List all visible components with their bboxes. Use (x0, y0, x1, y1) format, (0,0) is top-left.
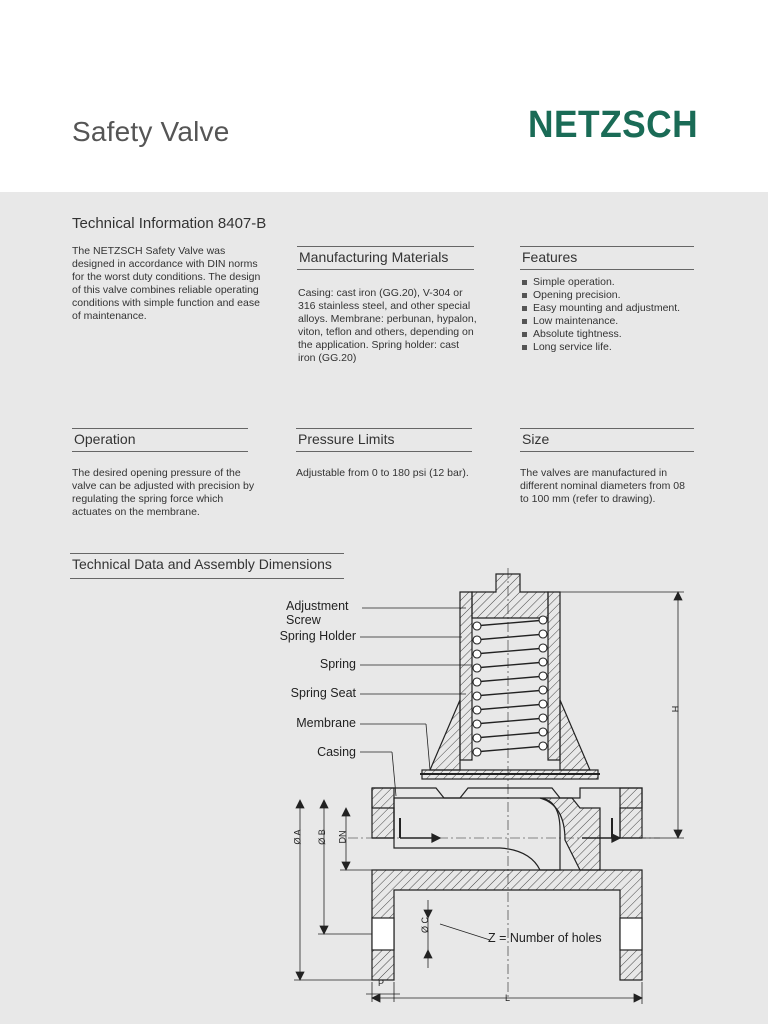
dim-dn-label: DN (337, 830, 348, 844)
feature-item: Simple operation. (521, 276, 680, 289)
feature-item: Opening precision. (521, 289, 680, 302)
pressure-text: Adjustable from 0 to 180 psi (12 bar). (296, 467, 469, 479)
document-id: Technical Information 8407-B (72, 215, 267, 232)
dim-a-label: Ø A (292, 829, 303, 845)
size-heading: Size (520, 428, 694, 452)
page-title: Safety Valve (72, 116, 230, 147)
casing-label: Casing (317, 745, 356, 759)
netzsch-logo: NETZSCH (528, 104, 699, 146)
pressure-heading: Pressure Limits (296, 428, 472, 452)
features-heading: Features (520, 246, 694, 270)
operation-heading: Operation (72, 428, 248, 452)
feature-item: Easy mounting and adjustment. (521, 302, 680, 315)
spring-label: Spring (319, 657, 356, 671)
dim-c-label: Ø C (420, 916, 431, 934)
spring-seat-label: Spring Seat (290, 686, 356, 700)
dim-b-label: Ø B (316, 829, 327, 845)
feature-item: Long service life. (521, 341, 680, 354)
membrane-label: Membrane (296, 716, 356, 730)
intro-text: The NETZSCH Safety Valve was designed in accordance with DIN norms for the worst duty conditions. The design of this valve combines reliable operating conditions with simple function and ease of maintenance. (72, 245, 261, 322)
dim-l-label: L (505, 993, 511, 1003)
drawing-heading: Technical Data and Assembly Dimensions (70, 553, 344, 579)
size-text: The valves are manufactured in different nominal diameters from 08 to 100 mm (refer to drawing). (520, 467, 685, 505)
operation-text: The desired opening pressure of the valve can be adjusted with precision by regulating the spring force which actuates on the membrane. (72, 467, 255, 518)
adjustment-screw-label: Adjustment Screw (286, 599, 349, 627)
feature-item: Absolute tightness. (521, 328, 680, 341)
dim-p-label: P (378, 978, 385, 988)
spring-holder-label: Spring Holder (279, 629, 356, 643)
materials-heading: Manufacturing Materials (297, 246, 474, 270)
feature-item: Low maintenance. (521, 315, 680, 328)
holes-label: Z = Number of holes (488, 931, 602, 945)
dim-h-label: H (670, 705, 681, 713)
materials-text: Casing: cast iron (GG.20), V-304 or 316 stainless steel, and other special alloys. Membrane: perbunan, hypalon, viton, teflon and others, depending on the application. Spring holder: cast iron (GG.20) (298, 287, 477, 364)
